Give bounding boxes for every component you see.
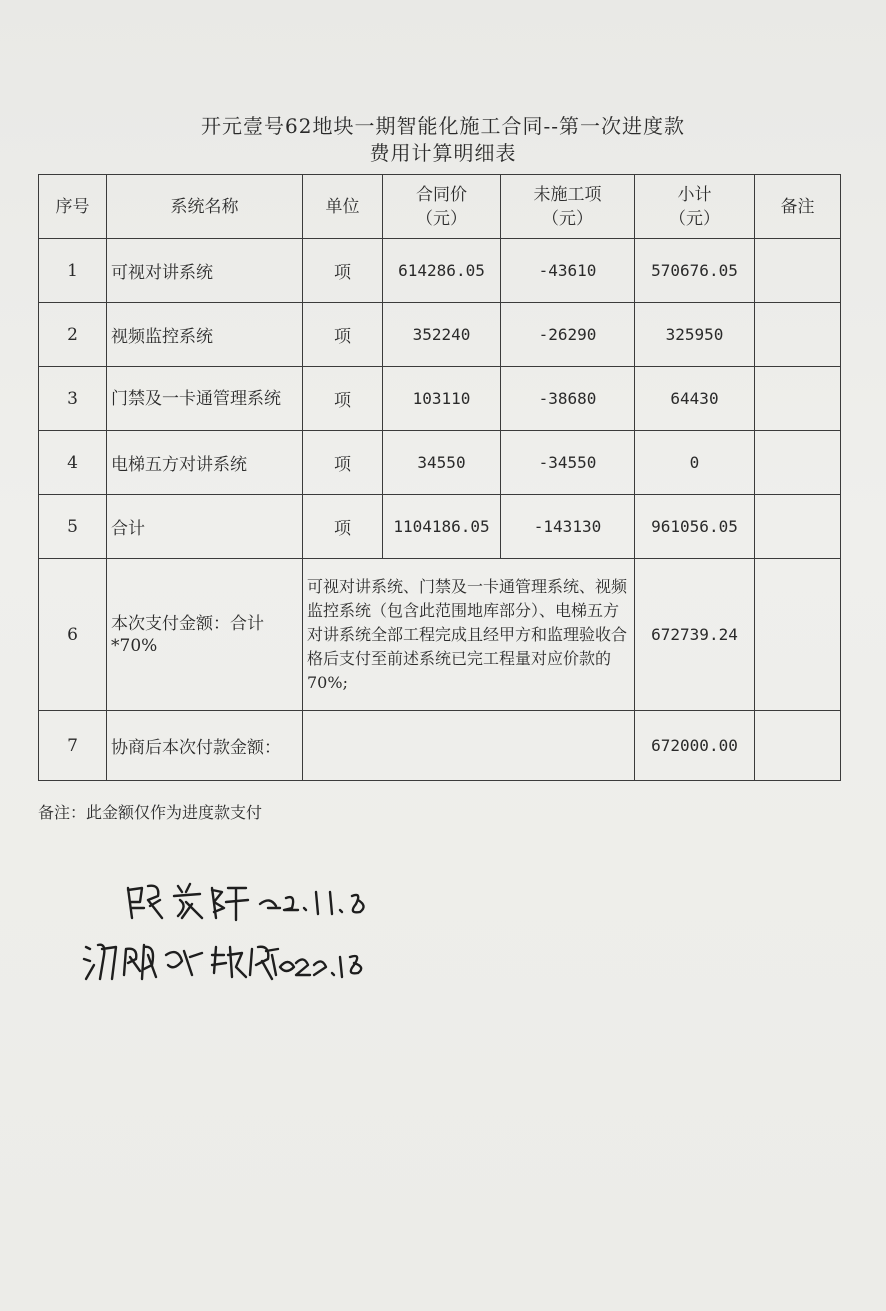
table-header-row xyxy=(39,175,841,239)
row-subtotal: 672000.00 xyxy=(635,711,755,781)
signature-1-strokes xyxy=(120,878,380,928)
row-unit: 项 xyxy=(303,239,383,303)
row-index: 5 xyxy=(39,495,107,559)
table-row xyxy=(39,367,841,431)
table-row-total xyxy=(39,495,841,559)
row-payment-description: 可视对讲系统、门禁及一卡通管理系统、视频监控系统（包含此范围地库部分）、电梯五方对讲系统全部工程完成且经甲方和监理验收合格后支付至前述系统已完工程量对应价款的70%; xyxy=(303,559,635,711)
row-contract-price: 614286.05 xyxy=(383,239,501,303)
table-row-negotiated xyxy=(39,711,841,781)
row-unbuilt-amount: -143130 xyxy=(501,495,635,559)
row-system-name: 合计 xyxy=(107,495,303,559)
row-subtotal: 325950 xyxy=(635,303,755,367)
header-contract-price xyxy=(383,175,501,239)
table-row xyxy=(39,431,841,495)
signature-2-strokes xyxy=(82,935,382,1005)
row-contract-price: 352240 xyxy=(383,303,501,367)
row-unbuilt-amount: -38680 xyxy=(501,367,635,431)
row-subtotal: 64430 xyxy=(635,367,755,431)
row-remark xyxy=(755,711,841,781)
row-system-name: 门禁及一卡通管理系统 xyxy=(107,367,303,431)
row-subtotal: 0 xyxy=(635,431,755,495)
row-index: 2 xyxy=(39,303,107,367)
row-remark xyxy=(755,431,841,495)
row-unbuilt-amount: -26290 xyxy=(501,303,635,367)
row-remark xyxy=(755,367,841,431)
row-subtotal: 672739.24 xyxy=(635,559,755,711)
row-remark xyxy=(755,559,841,711)
row-unbuilt-amount: -43610 xyxy=(501,239,635,303)
document-subtitle: 费用计算明细表 xyxy=(369,141,517,165)
header-contract-price-label: 合同价 xyxy=(416,184,467,205)
row-remark xyxy=(755,239,841,303)
row-remark xyxy=(755,303,841,367)
footnote: 备注：此金额仅作为进度款支付 xyxy=(38,803,263,822)
row-index: 6 xyxy=(39,559,107,711)
table-row-payment xyxy=(39,559,841,711)
handwritten-signature-1 xyxy=(120,878,380,932)
row-index: 4 xyxy=(39,431,107,495)
row-unbuilt-amount: -34550 xyxy=(501,431,635,495)
row-negotiated-blank xyxy=(303,711,635,781)
row-subtotal: 570676.05 xyxy=(635,239,755,303)
row-remark xyxy=(755,495,841,559)
header-subtotal-label: 小计 xyxy=(677,184,712,205)
row-negotiated-name: 协商后本次付款金额： xyxy=(107,711,303,781)
header-unbuilt-items-label: 未施工项 xyxy=(533,184,602,205)
row-unit: 项 xyxy=(303,495,383,559)
document-title: 开元壹号62地块一期智能化施工合同--第一次进度款 xyxy=(201,114,685,138)
table-row xyxy=(39,303,841,367)
cost-detail-table xyxy=(38,174,841,781)
row-contract-price: 1104186.05 xyxy=(383,495,501,559)
row-system-name: 可视对讲系统 xyxy=(107,239,303,303)
header-unbuilt-items xyxy=(501,175,635,239)
row-unit: 项 xyxy=(303,303,383,367)
row-contract-price: 103110 xyxy=(383,367,501,431)
row-subtotal: 961056.05 xyxy=(635,495,755,559)
row-system-name: 视频监控系统 xyxy=(107,303,303,367)
row-payment-name: 本次支付金额：合计*70% xyxy=(107,559,303,711)
header-system-name: 系统名称 xyxy=(107,175,303,239)
header-index: 序号 xyxy=(39,175,107,239)
table-row xyxy=(39,239,841,303)
header-subtotal-unit: （元） xyxy=(669,208,720,229)
header-subtotal xyxy=(635,175,755,239)
row-index: 7 xyxy=(39,711,107,781)
handwritten-signature-2 xyxy=(82,935,382,1009)
header-contract-price-unit: （元） xyxy=(416,208,467,229)
header-unbuilt-items-unit: （元） xyxy=(542,208,593,229)
header-unit: 单位 xyxy=(303,175,383,239)
row-index: 1 xyxy=(39,239,107,303)
row-unit: 项 xyxy=(303,431,383,495)
header-remark: 备注 xyxy=(755,175,841,239)
row-unit: 项 xyxy=(303,367,383,431)
row-index: 3 xyxy=(39,367,107,431)
row-contract-price: 34550 xyxy=(383,431,501,495)
row-system-name: 电梯五方对讲系统 xyxy=(107,431,303,495)
